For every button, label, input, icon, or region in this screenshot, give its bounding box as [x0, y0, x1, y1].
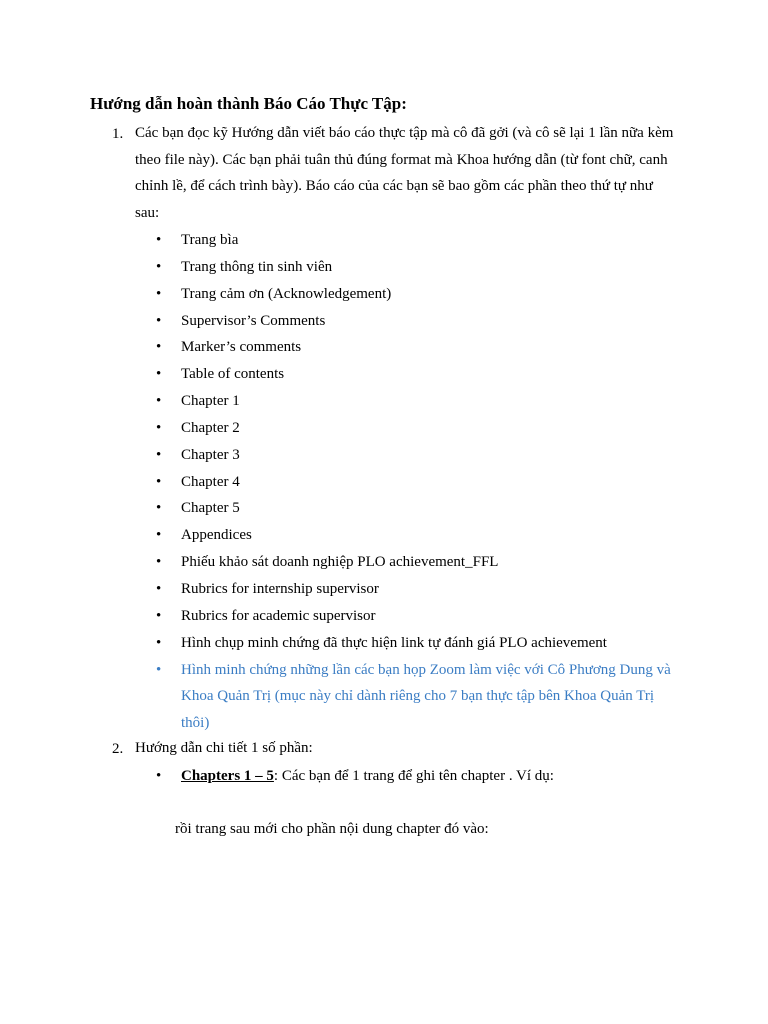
list-item — [155, 388, 680, 415]
bullet-icon: • — [156, 339, 162, 356]
list-item-text: Marker’s comments — [181, 339, 302, 356]
bullet-icon: • — [156, 366, 162, 383]
list-item — [155, 469, 680, 496]
list-item — [155, 281, 680, 308]
bullet-icon: • — [156, 661, 162, 678]
list-item-text: Trang cảm ơn (Acknowledgement) — [181, 285, 392, 302]
bullet-icon: • — [156, 258, 162, 275]
bullet-icon: • — [156, 312, 162, 329]
followup-text: rồi trang sau mới cho phần nội dung chapter đó vào: — [175, 821, 489, 837]
list-item-text: Phiếu khảo sát doanh nghiệp PLO achievement_FFL — [181, 554, 499, 571]
list-item — [155, 549, 680, 576]
bullet-icon: • — [156, 473, 162, 490]
chapters-label: Chapters 1 – 5 — [181, 768, 274, 784]
list-item-text: Hình minh chứng những lần các bạn họp Zoom làm việc với Cô Phương Dung và Khoa Quản Trị (mục này chỉ dành riêng cho 7 bạn thực tập bên Khoa Quản Trị thôi) — [181, 661, 671, 732]
section-1-bullet-list — [155, 227, 680, 737]
list-item — [155, 657, 680, 738]
list-item-text: Rubrics for internship supervisor — [181, 580, 379, 597]
list-item — [155, 495, 680, 522]
list-item-text: Supervisor’s Comments — [181, 312, 326, 329]
list-item-text: Chapter 1 — [181, 393, 240, 410]
section-2-title: Hướng dẫn chi tiết 1 số phần: — [135, 740, 313, 756]
list-item-text: Appendices — [181, 527, 252, 544]
list-item — [155, 603, 680, 630]
list-item — [155, 308, 680, 335]
chapters-bullet-item — [155, 763, 680, 789]
bullet-icon: • — [156, 554, 162, 571]
bullet-icon: • — [156, 634, 162, 651]
list-item-text: Table of contents — [181, 366, 285, 383]
list-item — [155, 227, 680, 254]
list-item — [155, 442, 680, 469]
document-heading: Hướng dẫn hoàn thành Báo Cáo Thực Tập: — [90, 94, 407, 113]
list-item-text: Chapter 3 — [181, 446, 240, 463]
section-1-paragraph: Các bạn đọc kỹ Hướng dẫn viết báo cáo thực tập mà cô đã gởi (và cô sẽ lại 1 lần nữa kèm theo file này). Các bạn phải tuân thủ đúng format mà Khoa hướng dẫn (từ font chữ, canh chỉnh lề, để cách trình bày). Báo cáo của các bạn sẽ bao gồm các phần theo thứ tự như sau: — [135, 125, 674, 221]
list-item — [155, 361, 680, 388]
section-1-number: 1. — [112, 126, 124, 142]
bullet-icon: • — [156, 285, 162, 302]
bullet-icon: • — [156, 419, 162, 436]
list-item — [155, 254, 680, 281]
bullet-icon: • — [156, 527, 162, 544]
bullet-icon: • — [156, 446, 162, 463]
list-item-text: Trang thông tin sinh viên — [181, 258, 333, 275]
list-item-text: Chapter 4 — [181, 473, 240, 490]
list-item — [155, 522, 680, 549]
list-item-text: Chapter 2 — [181, 419, 240, 436]
bullet-icon: • — [156, 580, 162, 597]
list-item-text: Chapter 5 — [181, 500, 240, 517]
bullet-icon: • — [156, 500, 162, 517]
bullet-icon: • — [156, 232, 162, 248]
section-2-number: 2. — [112, 741, 124, 757]
bullet-icon: • — [156, 393, 162, 410]
list-item — [155, 576, 680, 603]
bullet-icon: • — [156, 607, 162, 624]
list-item-text: Trang bìa — [181, 232, 239, 248]
list-item-text: Rubrics for academic supervisor — [181, 607, 376, 624]
list-item-text: Hình chụp minh chứng đã thực hiện link tự đánh giá PLO achievement — [181, 634, 607, 651]
bullet-icon: • — [156, 768, 162, 784]
list-item — [155, 630, 680, 657]
list-item — [155, 415, 680, 442]
chapters-text: : Các bạn để 1 trang để ghi tên chapter . Ví dụ: — [273, 768, 554, 784]
list-item — [155, 334, 680, 361]
